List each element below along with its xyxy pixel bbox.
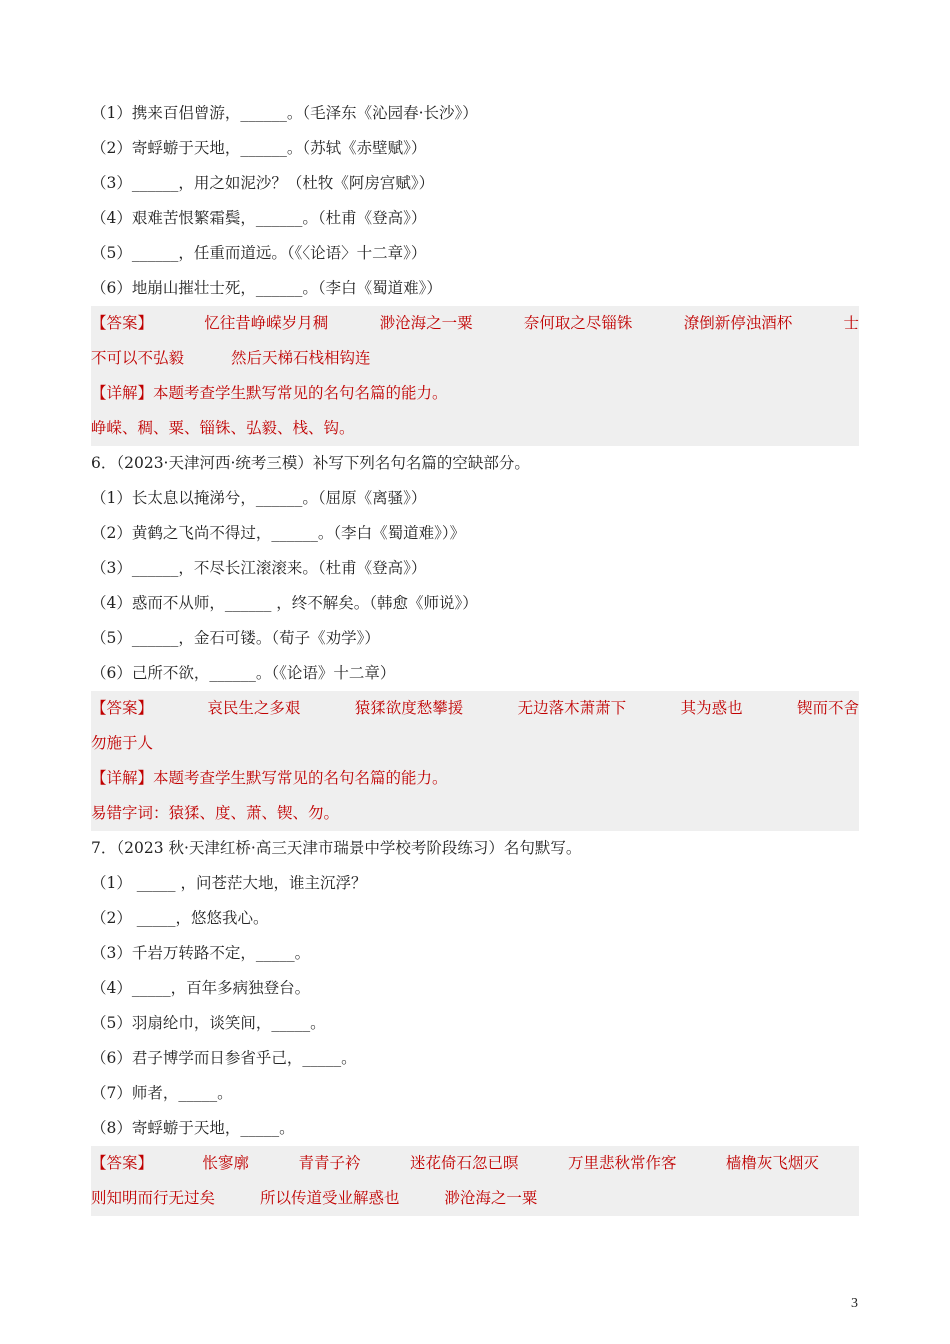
answer-item: 然后天梯石栈相钩连 <box>230 349 371 367</box>
question-line: （1）长太息以掩涕兮，______。（屈原《离骚》） <box>91 489 427 507</box>
answer-item: 潦倒新停浊酒杯 <box>683 314 793 332</box>
answer-item: 渺沧海之一粟 <box>379 314 473 332</box>
question-heading: 7．（2023 秋·天津红桥·高三天津市瑞景中学校考阶段练习）名句默写。 <box>91 839 582 857</box>
answer-item: 无边落木萧萧下 <box>517 699 627 717</box>
answer-row <box>91 726 859 761</box>
question-line: （6）地崩山摧壮士死，______。（李白《蜀道难》） <box>91 279 442 297</box>
question-line: （6）君子博学而日参省乎己，_____。 <box>91 1049 357 1067</box>
answer-box <box>91 691 859 831</box>
answer-item: 樯橹灰飞烟灭 <box>725 1154 819 1172</box>
answer-item: 其为惑也 <box>680 699 743 717</box>
answer-item: 奈何取之尽锱铢 <box>523 314 633 332</box>
detail-line: 【详解】本题考查学生默写常见的名句名篇的能力。 <box>91 769 448 787</box>
answer-item: 渺沧海之一粟 <box>444 1189 538 1207</box>
answer-item: 青青子衿 <box>298 1154 361 1172</box>
answer-item: 猿猱欲度愁攀援 <box>354 699 464 717</box>
answer-item: 士 <box>843 314 859 332</box>
question-line: （6）己所不欲，______。（《论语》十二章） <box>91 664 396 682</box>
question-line: （1） _____ ，问苍茫大地，谁主沉浮？ <box>91 874 367 892</box>
answer-item: 万里悲秋常作客 <box>567 1154 677 1172</box>
answer-item: 所以传道受业解惑也 <box>259 1189 400 1207</box>
page-number: 3 <box>851 1296 858 1311</box>
question-block-5 <box>91 96 859 446</box>
detail-extra: 易错字词：猿猱、度、萧、锲、勿。 <box>91 804 340 822</box>
answer-item: 则知明而行无过矣 <box>91 1189 216 1207</box>
question-line: （4）惑而不从师，______ ，终不解矣。（韩愈《师说》） <box>91 594 478 612</box>
answer-row <box>91 306 859 341</box>
question-line: （4）_____，百年多病独登台。 <box>91 979 311 997</box>
answer-tag: 【答案】 <box>91 314 154 332</box>
answer-item: 忆往昔峥嵘岁月稠 <box>204 314 329 332</box>
answer-box <box>91 1146 859 1216</box>
answer-row <box>91 1146 859 1181</box>
question-line: （2）寄蜉蝣于天地，______。（苏轼《赤壁赋》） <box>91 139 427 157</box>
question-line: （3）______，用之如泥沙？（杜牧《阿房宫赋》） <box>91 174 435 192</box>
question-line: （2）黄鹤之飞尚不得过，______。（李白《蜀道难》）》 <box>91 524 466 542</box>
answer-tag: 【答案】 <box>91 1154 154 1172</box>
document-page <box>91 96 859 1216</box>
answer-row <box>91 1181 859 1216</box>
question-block-7 <box>91 831 859 1216</box>
question-line: （5）羽扇纶巾，谈笑间，_____。 <box>91 1014 326 1032</box>
question-line: （1）携来百侣曾游，______。（毛泽东《沁园春·长沙》） <box>91 104 478 122</box>
question-block-6 <box>91 446 859 831</box>
detail-extra: 峥嵘、稠、粟、锱铢、弘毅、栈、钩。 <box>91 419 355 437</box>
question-line: （4）艰难苦恨繁霜鬓，______。（杜甫《登高》） <box>91 209 427 227</box>
question-heading: 6．（2023·天津河西·统考三模）补写下列名句名篇的空缺部分。 <box>91 454 530 472</box>
question-line: （3）千岩万转路不定，_____。 <box>91 944 311 962</box>
answer-row <box>91 341 859 376</box>
detail-line: 【详解】本题考查学生默写常见的名句名篇的能力。 <box>91 384 448 402</box>
answer-item: 迷花倚石忽已暝 <box>409 1154 519 1172</box>
question-line: （3）______，不尽长江滚滚来。（杜甫《登高》） <box>91 559 427 577</box>
question-line: （2） _____，悠悠我心。 <box>91 909 269 927</box>
answer-item: 哀民生之多艰 <box>207 699 301 717</box>
answer-item: 怅寥廓 <box>202 1154 249 1172</box>
question-line: （5）______，任重而道远。（《〈论语〉十二章》） <box>91 244 427 262</box>
question-line: （8）寄蜉蝣于天地，_____。 <box>91 1119 295 1137</box>
answer-tag: 【答案】 <box>91 699 154 717</box>
answer-item: 不可以不弘毅 <box>91 349 185 367</box>
answer-row <box>91 691 859 726</box>
answer-item: 勿施于人 <box>91 734 154 752</box>
answer-item: 锲而不舍 <box>796 699 859 717</box>
question-line: （5）______，金石可镂。（荀子《劝学》） <box>91 629 380 647</box>
answer-box <box>91 306 859 446</box>
question-line: （7）师者，_____。 <box>91 1084 233 1102</box>
